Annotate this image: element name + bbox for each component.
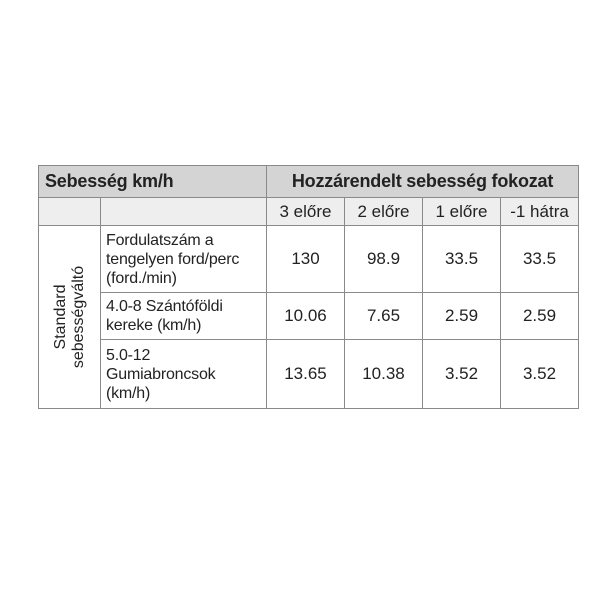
- speed-table: [38, 165, 579, 409]
- group-label: [52, 222, 88, 412]
- group-label-cell: [39, 226, 101, 409]
- row-label: [101, 340, 267, 409]
- row-label-line: (ford./min): [106, 269, 177, 287]
- table-cell: 98.9: [345, 226, 423, 293]
- table-cell: 10.38: [345, 340, 423, 409]
- gear-header-2-forward: 2 előre: [345, 198, 423, 226]
- empty-subheader-cell: [101, 198, 267, 226]
- gear-header-1-reverse: -1 hátra: [501, 198, 579, 226]
- group-label-line: Standard: [51, 284, 69, 350]
- gear-header-3-forward: 3 előre: [267, 198, 345, 226]
- row-label: [101, 293, 267, 340]
- table-cell: 2.59: [423, 293, 501, 340]
- row-label-line: 4.0-8 Szántóföldi: [106, 298, 223, 315]
- row-label-line: kereke (km/h): [106, 317, 202, 334]
- table-header-row: [39, 166, 579, 198]
- table-cell: 13.65: [267, 340, 345, 409]
- gear-subheader-row: [39, 198, 579, 226]
- table-cell: 33.5: [423, 226, 501, 293]
- table-row: [39, 293, 579, 340]
- header-assigned-gear: Hozzárendelt sebesség fokozat: [267, 166, 579, 198]
- table-cell: 33.5: [501, 226, 579, 293]
- table-cell: 3.52: [501, 340, 579, 409]
- table-cell: 3.52: [423, 340, 501, 409]
- gear-header-1-forward: 1 előre: [423, 198, 501, 226]
- row-label-line: (km/h): [106, 384, 151, 402]
- row-label-line: Gumiabroncsok: [106, 365, 216, 383]
- table-row: [39, 226, 579, 293]
- row-label-line: Fordulatszám a: [106, 231, 214, 249]
- table-cell: 7.65: [345, 293, 423, 340]
- table-cell: 130: [267, 226, 345, 293]
- row-label: [101, 226, 267, 293]
- table-cell: 2.59: [501, 293, 579, 340]
- group-label-line: sebességváltó: [69, 265, 87, 369]
- header-speed-label: Sebesség km/h: [39, 166, 267, 198]
- row-label-line: 5.0-12: [106, 346, 151, 364]
- table-cell: 10.06: [267, 293, 345, 340]
- table-row: [39, 340, 579, 409]
- row-label-line: tengelyen ford/perc: [106, 250, 240, 268]
